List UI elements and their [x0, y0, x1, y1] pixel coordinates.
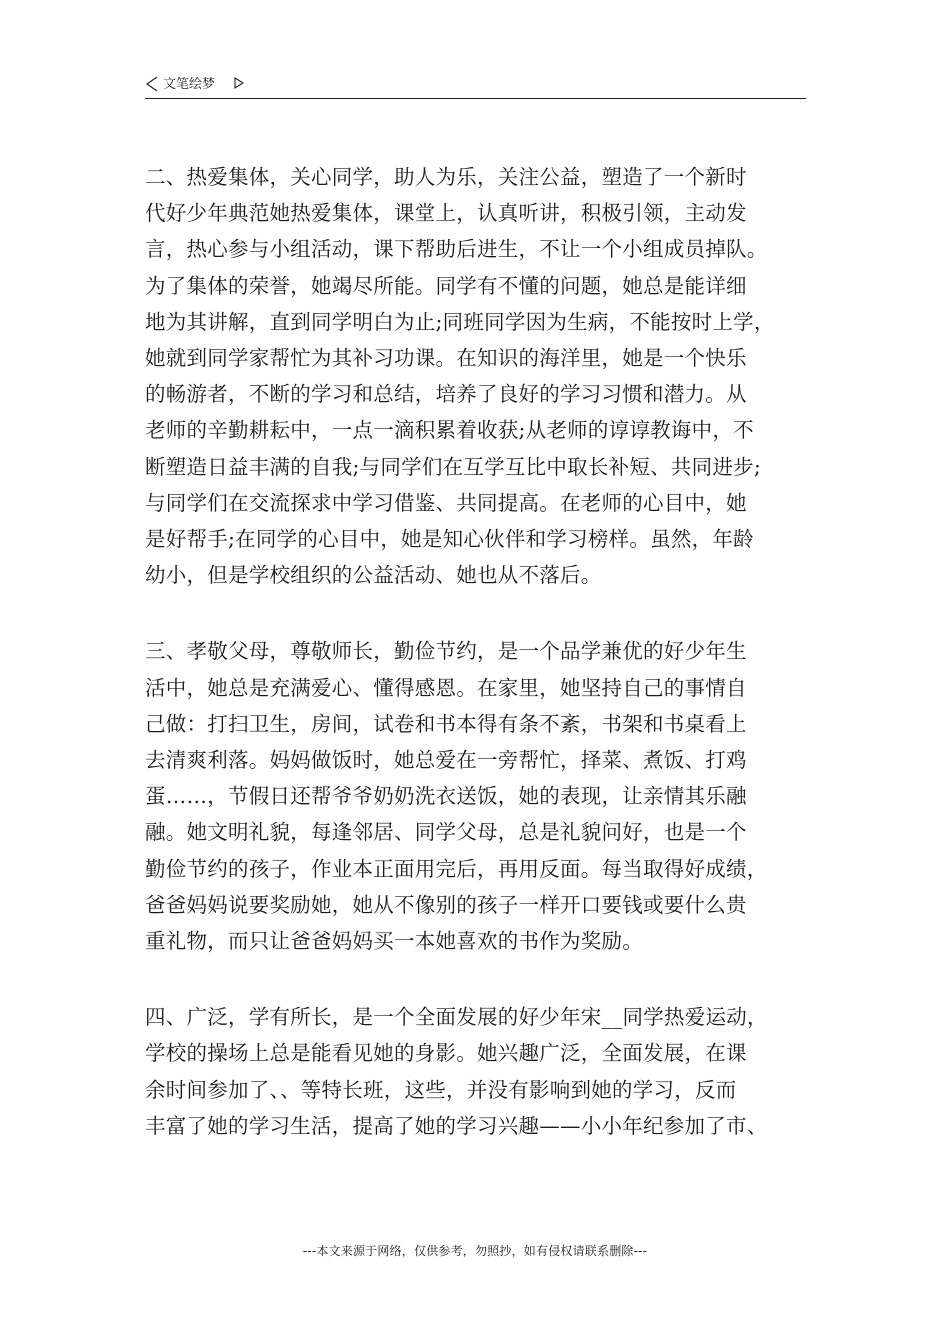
text-line: 活中，她总是充满爱心、懂得感恩。在家里，她坚持自己的事情自	[145, 675, 747, 700]
text-line: 余时间参加了、、等特长班，这些，并没有影响到她的学习，反而	[145, 1077, 737, 1102]
right-triangle-icon	[234, 77, 244, 89]
text-line: 与同学们在交流探求中学习借鉴、共同提高。在老师的心目中，她	[145, 490, 747, 515]
text-line: 蛋……，节假日还帮爷爷奶奶洗衣送饭，她的表现，让亲情其乐融	[145, 784, 747, 809]
article-body	[145, 159, 810, 1184]
text-line: 四、广泛，学有所长，是一个全面发展的好少年宋__同学热爱运动，	[145, 1005, 768, 1030]
text-line: 代好少年典范她热爱集体，课堂上，认真听讲，积极引领，主动发	[145, 201, 747, 226]
paragraph	[145, 999, 810, 1144]
text-line: 己做：打扫卫生，房间，试卷和书本得有条不紊，书架和书桌看上	[145, 711, 747, 736]
text-line: 幼小，但是学校组织的公益活动、她也从不落后。	[145, 563, 602, 588]
text-line: 她就到同学家帮忙为其补习功课。在知识的海洋里，她是一个快乐	[145, 346, 747, 371]
footer-disclaimer: ---本文来源于网络，仅供参考，勿照抄，如有侵权请联系删除---	[302, 1244, 648, 1258]
text-line: 爸爸妈妈说要奖励她，她从不像别的孩子一样开口要钱或要什么贵	[145, 892, 747, 917]
text-line: 地为其讲解，直到同学明白为止;同班同学因为生病，不能按时上学，	[145, 309, 775, 334]
text-line: 三、孝敬父母，尊敬师长，勤俭节约，是一个品学兼优的好少年生	[145, 639, 747, 664]
text-line: 是好帮手;在同学的心目中，她是知心伙伴和学习榜样。虽然，年龄	[145, 527, 754, 552]
text-line: 丰富了她的学习生活，提高了她的学习兴趣——小小年纪参加了市、	[145, 1113, 768, 1138]
text-line: 为了集体的荣誉，她竭尽所能。同学有不懂的问题，她总是能详细	[145, 273, 747, 298]
paragraph	[145, 633, 810, 959]
header-brand: 文笔绘梦	[163, 77, 216, 92]
page-header	[145, 76, 806, 99]
text-line: 去清爽利落。妈妈做饭时，她总爱在一旁帮忙，择菜、煮饭、打鸡	[145, 748, 747, 773]
text-line: 勤俭节约的孩子，作业本正面用完后，再用反面。每当取得好成绩，	[145, 856, 768, 881]
text-line: 言，热心参与小组活动，课下帮助后进生，不让一个小组成员掉队。	[145, 237, 768, 262]
left-triangle-icon	[145, 76, 159, 92]
text-line: 融。她文明礼貌，每逢邻居、同学父母，总是礼貌问好，也是一个	[145, 820, 747, 845]
text-line: 断塑造日益丰满的自我;与同学们在互学互比中取长补短、共同进步;	[145, 454, 762, 479]
text-line: 重礼物，而只让爸爸妈妈买一本她喜欢的书作为奖励。	[145, 929, 643, 954]
paragraph	[145, 159, 810, 593]
text-line: 学校的操场上总是能看见她的身影。她兴趣广泛，全面发展，在课	[145, 1041, 747, 1066]
text-line: 老师的辛勤耕耘中，一点一滴积累着收获;从老师的谆谆教诲中，不	[145, 418, 754, 443]
text-line: 二、热爱集体，关心同学，助人为乐，关注公益，塑造了一个新时	[145, 165, 747, 189]
text-line: 的畅游者，不断的学习和总结，培养了良好的学习习惯和潜力。从	[145, 382, 747, 407]
